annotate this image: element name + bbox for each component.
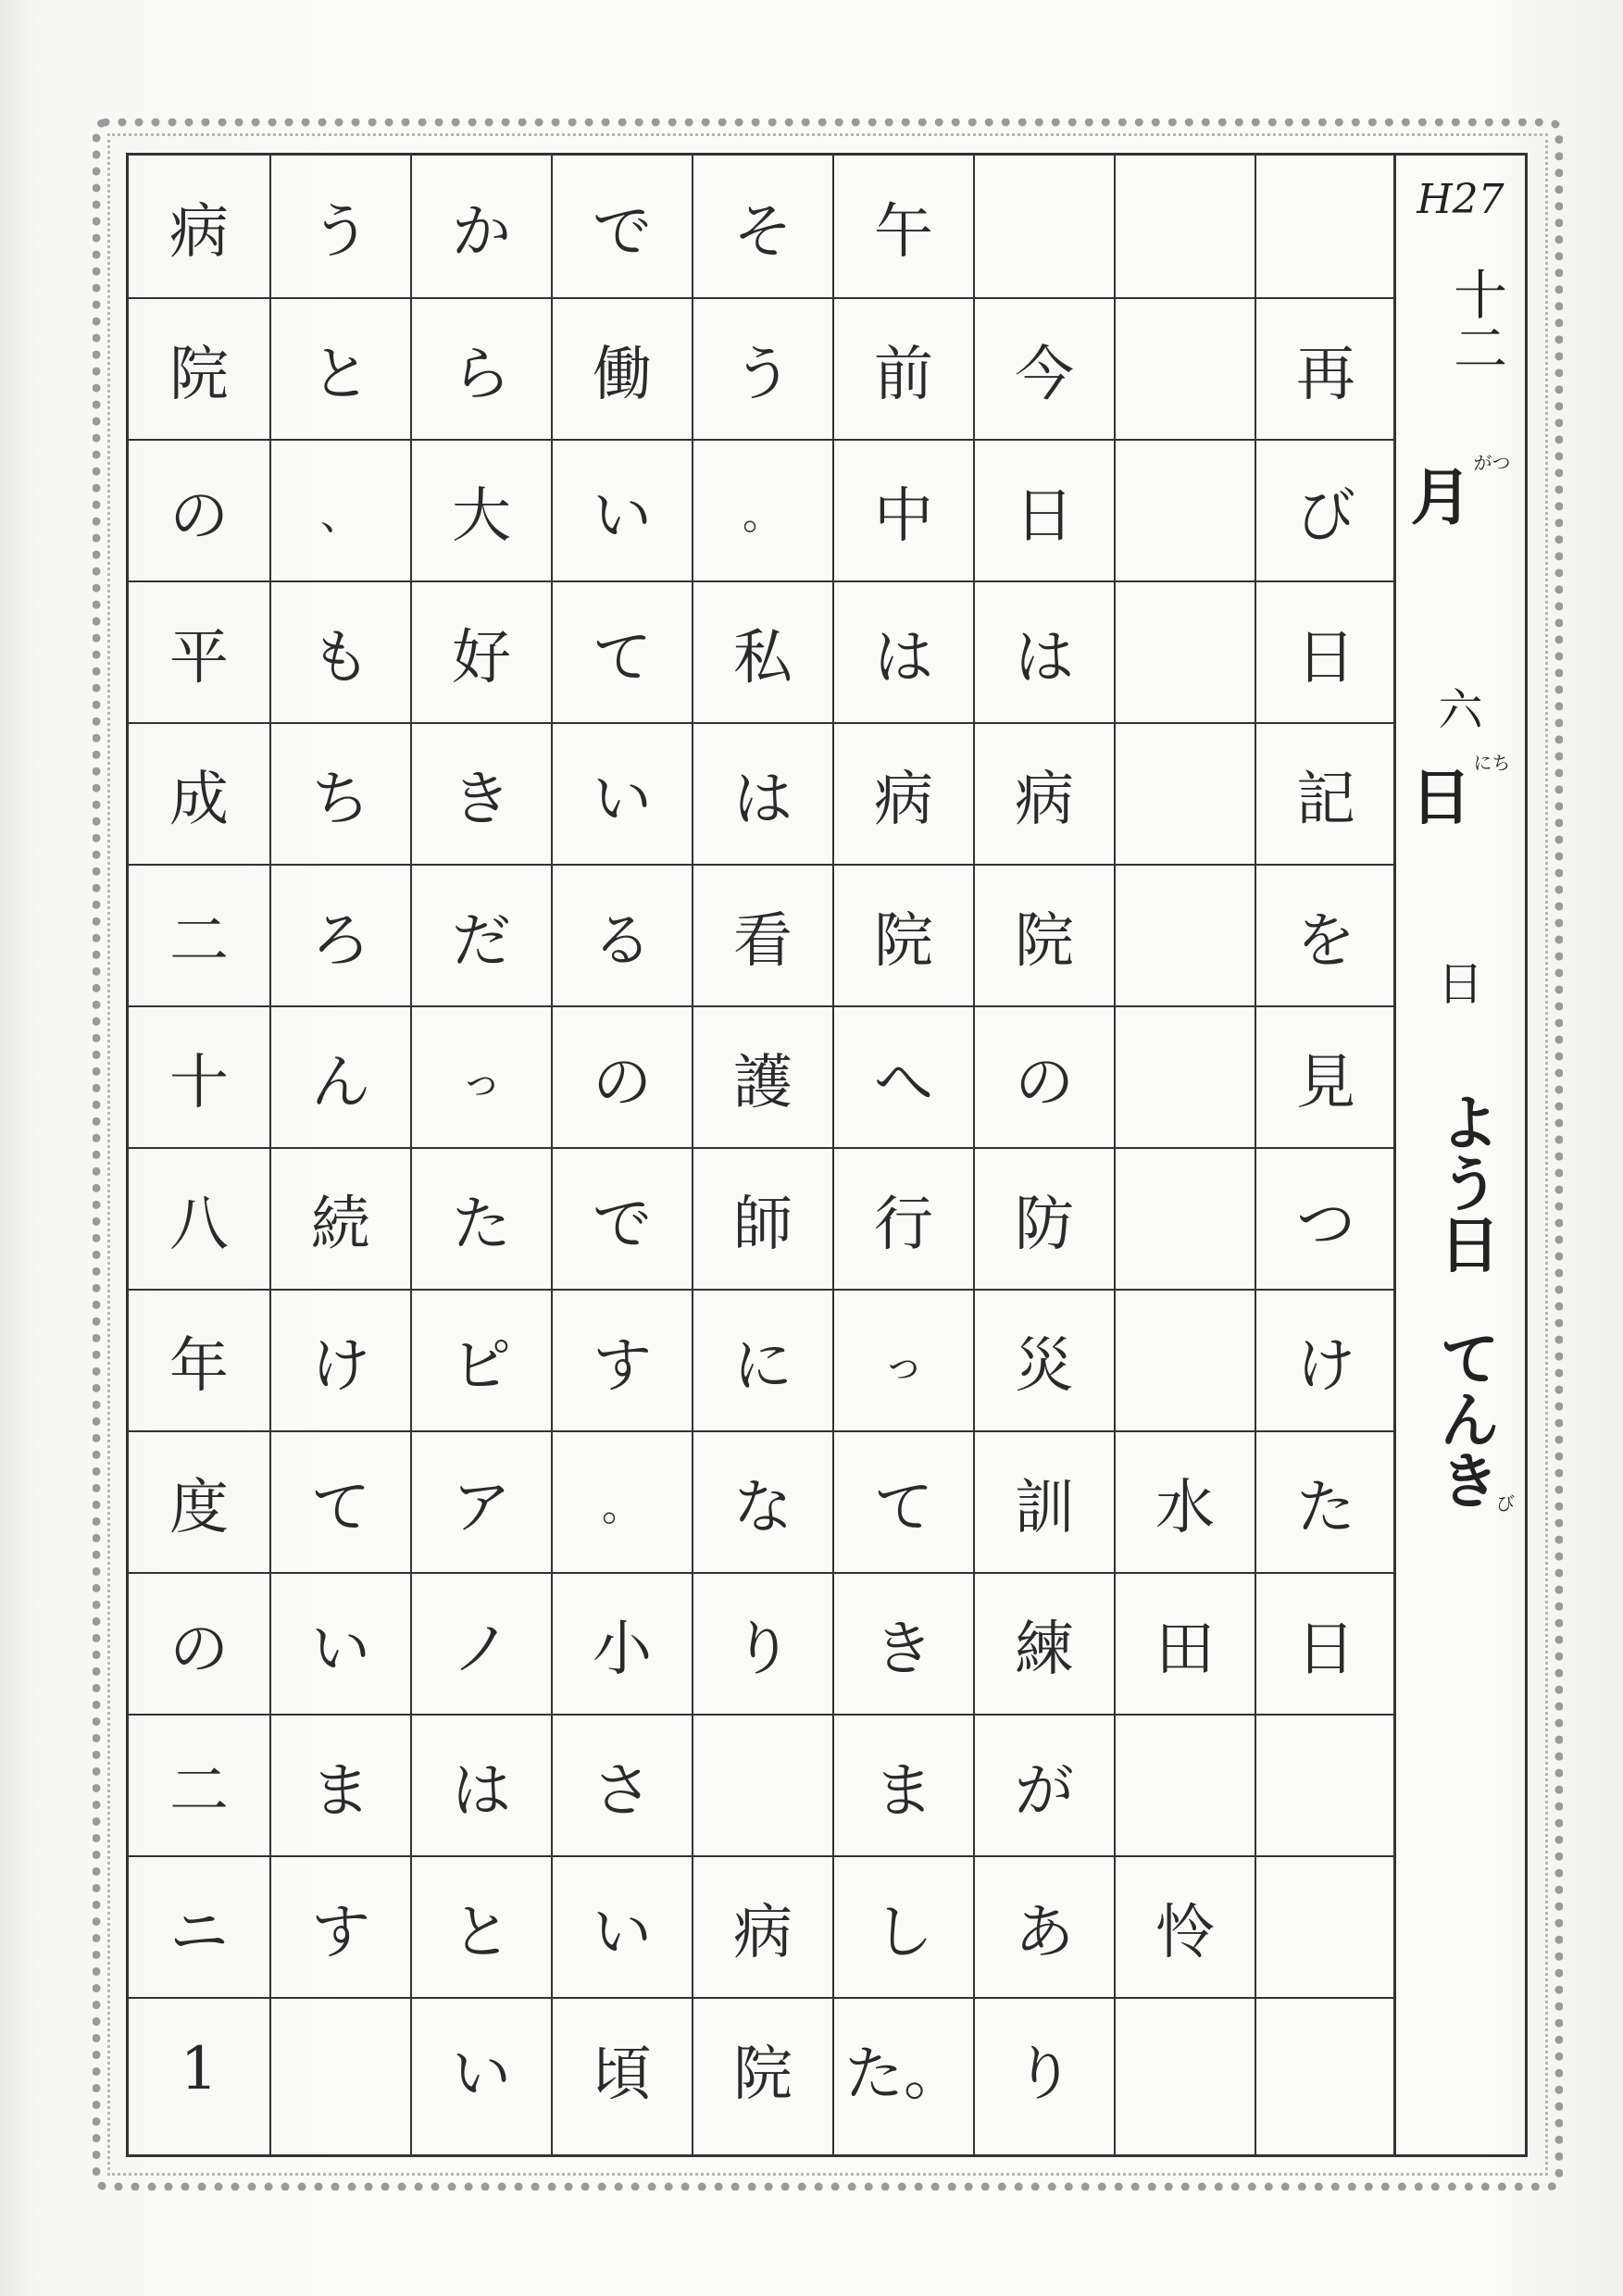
- grid-cell: 院: [975, 864, 1114, 1005]
- day-number: 六: [1438, 684, 1483, 736]
- day-ruby: にち: [1473, 752, 1511, 774]
- grid-cell: 看: [693, 864, 832, 1005]
- grid-cell: ん: [271, 1005, 410, 1147]
- grid-cell: 防: [975, 1147, 1114, 1289]
- grid-cell: い: [412, 1997, 551, 2139]
- year-code: H27: [1417, 176, 1504, 223]
- grid-cell: 中: [834, 439, 973, 580]
- grid-cell: う: [693, 297, 832, 439]
- grid-cell: 、: [271, 439, 410, 580]
- grid-cell: で: [593, 197, 652, 267]
- grid-cell: 。: [693, 439, 832, 580]
- grid-cell: 水: [1116, 1430, 1255, 1572]
- grid-cell: に: [693, 1289, 832, 1430]
- grid-cell: [1116, 1714, 1255, 1855]
- grid-cell: 院: [693, 1997, 832, 2139]
- grid-column: [269, 156, 410, 2154]
- grid-cell: 度: [129, 1430, 269, 1572]
- grid-cell: 怜: [1116, 1855, 1255, 1997]
- day-label-wrap: [1396, 748, 1525, 836]
- grid-cell: ア: [412, 1430, 551, 1572]
- grid-cell: は: [834, 580, 973, 722]
- grid-cell: 1: [129, 1997, 269, 2139]
- grid-cell: [1116, 156, 1255, 297]
- month-ruby: がつ: [1473, 452, 1511, 474]
- grid-cell: う: [311, 197, 370, 267]
- grid-cell: 続: [271, 1147, 410, 1289]
- grid-cell: [1116, 1005, 1255, 1147]
- grid-cell: の: [129, 1572, 269, 1714]
- grid-cell: で: [553, 1147, 692, 1289]
- grid-cell: 好: [412, 580, 551, 722]
- grid-cell: 日: [1256, 580, 1395, 722]
- grid-cell: [1116, 722, 1255, 864]
- grid-cell: 院: [834, 864, 973, 1005]
- grid-cell: へ: [834, 1005, 973, 1147]
- grid-cell: [1256, 1714, 1395, 1855]
- grid-cell: [1256, 1997, 1395, 2139]
- grid-cell: 災: [975, 1289, 1114, 1430]
- grid-cell: 年: [129, 1289, 269, 1430]
- grid-cell: と: [271, 297, 410, 439]
- grid-cell: び: [1256, 439, 1395, 580]
- grid-cell: か: [452, 197, 511, 267]
- grid-cell: ピ: [412, 1289, 551, 1430]
- grid-cell: 日: [1256, 1572, 1395, 1714]
- grid-cell: ち: [271, 722, 410, 864]
- grid-cell: し: [834, 1855, 973, 1997]
- grid-cell: は: [412, 1714, 551, 1855]
- grid-cell: は: [693, 722, 832, 864]
- grid-cell: [1256, 1855, 1395, 1997]
- grid-cell: っ: [412, 1005, 551, 1147]
- grid-cell: い: [553, 722, 692, 864]
- grid-cell: 前: [834, 297, 973, 439]
- grid-cell: 師: [693, 1147, 832, 1289]
- grid-cell: 護: [693, 1005, 832, 1147]
- grid-cell: て: [553, 580, 692, 722]
- grid-cell: 午: [874, 197, 933, 267]
- grid-cell: き: [412, 722, 551, 864]
- grid-cell: け: [1256, 1289, 1395, 1430]
- grid-cell: き: [834, 1572, 973, 1714]
- grid-cell: 病: [834, 722, 973, 864]
- grid-cell: い: [271, 1572, 410, 1714]
- grid-cell: も: [271, 580, 410, 722]
- grid-cell: す: [553, 1289, 692, 1430]
- grid-cell: る: [553, 864, 692, 1005]
- grid-cell: 日: [975, 439, 1114, 580]
- grid-cell: [1116, 297, 1255, 439]
- grid-column: [410, 156, 551, 2154]
- grid-cell: 病: [693, 1855, 832, 1997]
- youbi-ruby: び: [1496, 1492, 1515, 1515]
- grid-cell: [1116, 864, 1255, 1005]
- grid-cell: 見: [1256, 1005, 1395, 1147]
- grid-cell: [975, 156, 1114, 297]
- month-number: 十二: [1444, 267, 1507, 374]
- grid-cell: 八: [129, 1147, 269, 1289]
- grid-cell: り: [693, 1572, 832, 1714]
- grid-cell: て: [834, 1430, 973, 1572]
- grid-cell: ら: [412, 297, 551, 439]
- month-label-wrap: [1396, 448, 1525, 536]
- grid-cell: の: [553, 1005, 692, 1147]
- grid-cell: は: [975, 580, 1114, 722]
- grid-cell: [1116, 580, 1255, 722]
- grid-cell: 病: [975, 722, 1114, 864]
- grid-cell: 小: [553, 1572, 692, 1714]
- grid-cell: 働: [553, 297, 692, 439]
- grid-cell: 十: [129, 1005, 269, 1147]
- grid-cell: [693, 1714, 832, 1855]
- grid-cell: の: [129, 439, 269, 580]
- grid-cell: そ: [733, 197, 793, 267]
- grid-cell: [1116, 1289, 1255, 1430]
- grid-cell: 頃: [553, 1997, 692, 2139]
- grid-cell: 二: [129, 864, 269, 1005]
- grid-cell: [1256, 156, 1395, 297]
- grid-cell: 今: [975, 297, 1114, 439]
- writing-grid: [126, 153, 1396, 2157]
- grid-cell: 再: [1256, 297, 1395, 439]
- grid-column: [832, 156, 973, 2154]
- grid-cell: あ: [975, 1855, 1114, 1997]
- grid-cell: い: [553, 439, 692, 580]
- grid-cell: 練: [975, 1572, 1114, 1714]
- grid-cell: の: [975, 1005, 1114, 1147]
- grid-column: [1114, 156, 1255, 2154]
- grid-column: [551, 156, 692, 2154]
- grid-cell: ろ: [271, 864, 410, 1005]
- grid-cell: た。: [834, 1997, 973, 2139]
- grid-cell: 。: [553, 1430, 692, 1572]
- grid-cell: [1116, 439, 1255, 580]
- grid-cell: 大: [412, 439, 551, 580]
- grid-cell: っ: [834, 1289, 973, 1430]
- date-header-column: [1396, 153, 1528, 2157]
- grid-cell: を: [1256, 864, 1395, 1005]
- grid-cell: け: [271, 1289, 410, 1430]
- grid-cell: ノ: [412, 1572, 551, 1714]
- grid-cell: [271, 1997, 410, 2139]
- grid-cell: ま: [834, 1714, 973, 1855]
- grid-cell: 平: [129, 580, 269, 722]
- grid-cell: つ: [1256, 1147, 1395, 1289]
- grid-cell: が: [975, 1714, 1114, 1855]
- grid-cell: い: [553, 1855, 692, 1997]
- grid-cell: 訓: [975, 1430, 1114, 1572]
- grid-cell: た: [412, 1147, 551, 1289]
- grid-cell: [1116, 1147, 1255, 1289]
- grid-cell: 二: [129, 1714, 269, 1855]
- grid-cell: [1116, 1997, 1255, 2139]
- grid-cell: と: [412, 1855, 551, 1997]
- month-label: 月: [1410, 462, 1472, 533]
- grid-cell: 院: [129, 297, 269, 439]
- weather-label: てんき: [1429, 1327, 1500, 1510]
- weekday-value: 日: [1437, 957, 1484, 1011]
- grid-cell: 病: [169, 197, 229, 267]
- grid-cell: ま: [271, 1714, 410, 1855]
- grid-cell: 行: [834, 1147, 973, 1289]
- grid-column: [692, 156, 832, 2154]
- grid-cell: 記: [1256, 722, 1395, 864]
- grid-cell: 成: [129, 722, 269, 864]
- grid-cell: だ: [412, 864, 551, 1005]
- grid-cell: 私: [693, 580, 832, 722]
- grid-cell: さ: [553, 1714, 692, 1855]
- grid-cell: ニ: [129, 1855, 269, 1997]
- grid-column: [129, 156, 269, 2154]
- day-label: 日: [1410, 762, 1472, 833]
- grid-cell: た: [1256, 1430, 1395, 1572]
- grid-cell: り: [975, 1997, 1114, 2139]
- grid-cell: な: [693, 1430, 832, 1572]
- grid-column: [973, 156, 1114, 2154]
- grid-cell: 田: [1116, 1572, 1255, 1714]
- youbi-label: よう日: [1429, 1091, 1500, 1274]
- grid-column: [1255, 156, 1395, 2154]
- grid-cell: す: [271, 1855, 410, 1997]
- grid-cell: て: [271, 1430, 410, 1572]
